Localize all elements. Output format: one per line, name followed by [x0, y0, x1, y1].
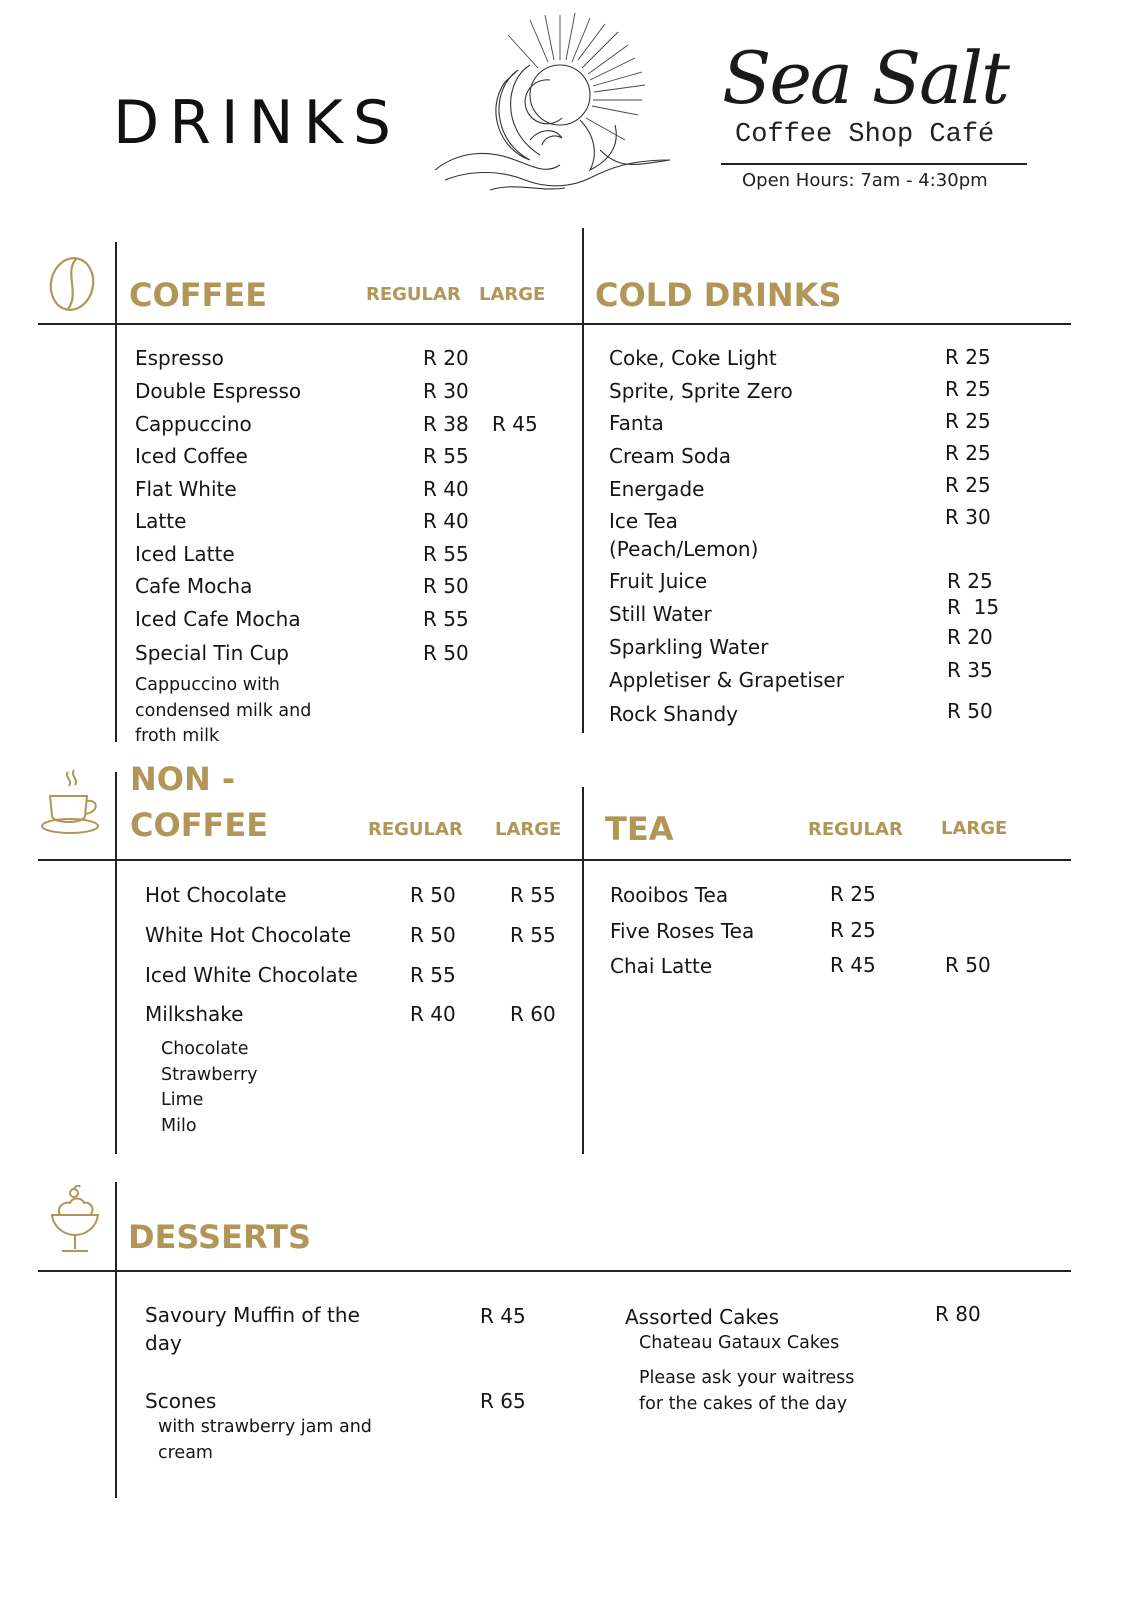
- noncoffee-item-regular-price: R 50: [410, 883, 456, 907]
- coffee-heading: COFFEE: [129, 276, 268, 314]
- cakes-sub: Chateau Gataux Cakes: [639, 1333, 840, 1353]
- noncoffee-item-name: Iced White Chocolate: [145, 963, 358, 987]
- center-rule-top: [582, 228, 584, 733]
- noncoffee-item-regular-price: R 55: [410, 963, 456, 987]
- hot-cup-icon: [40, 768, 106, 840]
- milkshake-flavours: [161, 1037, 258, 1139]
- cold-drink-price: R 50: [947, 699, 993, 723]
- cold-drink-name: Sprite, Sprite Zero: [609, 379, 793, 403]
- tea-col-large: LARGE: [941, 818, 1008, 839]
- flavour-item: Lime: [161, 1090, 204, 1110]
- cold-drink-price: R 25: [945, 409, 991, 433]
- noncoffee-header-rule: [38, 859, 1071, 861]
- coffee-item-name: Cafe Mocha: [135, 574, 253, 598]
- scones-name: Scones: [145, 1389, 217, 1413]
- cakes-note-line: for the cakes of the day: [639, 1393, 848, 1414]
- cakes-name: Assorted Cakes: [625, 1305, 779, 1329]
- tea-item-regular-price: R 25: [830, 918, 876, 942]
- coffee-item-regular-price: R 55: [423, 542, 469, 566]
- coffee-item-regular-price: R 38: [423, 412, 469, 436]
- noncoffee-item-large-price: R 55: [510, 883, 556, 907]
- tea-item-large-price: R 50: [945, 953, 991, 977]
- special-tin-cup-note: [135, 673, 311, 750]
- brand-subtitle: Coffee Shop Café: [735, 120, 995, 150]
- cold-drink-price: R 25: [945, 345, 991, 369]
- desserts-left-rule: [115, 1182, 117, 1498]
- flavour-item: Strawberry: [161, 1064, 258, 1085]
- coffee-header-rule: [38, 323, 1071, 325]
- flavour-item: Milo: [161, 1115, 197, 1136]
- note-line: Cappuccino with: [135, 675, 280, 695]
- coffee-item-name: Cappuccino: [135, 412, 252, 436]
- scones-note-line: with strawberry jam and: [158, 1417, 372, 1437]
- noncoffee-item-name: Hot Chocolate: [145, 883, 287, 907]
- note-line: condensed milk and: [135, 700, 312, 721]
- header-divider: [721, 163, 1027, 165]
- muffin-line: day: [145, 1331, 182, 1355]
- noncoffee-item-regular-price: R 50: [410, 923, 456, 947]
- cold-drink-price: R 15: [947, 595, 1000, 619]
- cold-drink-name: Rock Shandy: [609, 702, 739, 726]
- tea-col-regular: REGULAR: [808, 819, 903, 840]
- cold-drink-name: Appletiser & Grapetiser: [609, 668, 844, 692]
- cold-drink-price: R 25: [945, 441, 991, 465]
- cold-drink-name-line2: (Peach/Lemon): [609, 537, 759, 561]
- scones-note-line: cream: [158, 1442, 213, 1463]
- muffin-line: Savoury Muffin of the: [145, 1303, 360, 1327]
- cold-drink-name: Fanta: [609, 411, 664, 435]
- tea-item-name: Rooibos Tea: [610, 883, 729, 907]
- cold-drink-price: R 20: [947, 625, 993, 649]
- cold-drink-name: Ice Tea: [609, 509, 678, 533]
- noncoffee-item-name: White Hot Chocolate: [145, 923, 352, 947]
- tea-item-name: Five Roses Tea: [610, 919, 755, 943]
- noncoffee-item-regular-price: R 40: [410, 1002, 456, 1026]
- coffee-item-name: Iced Coffee: [135, 444, 248, 468]
- tea-item-regular-price: R 25: [830, 882, 876, 906]
- cakes-note-line: Please ask your waitress: [639, 1368, 855, 1388]
- cakes-note: [639, 1366, 854, 1417]
- cold-drink-name: Energade: [609, 477, 705, 501]
- sun-wave-logo-icon: [430, 10, 680, 200]
- scones-price: R 65: [480, 1389, 526, 1413]
- flavour-item: Chocolate: [161, 1039, 249, 1059]
- coffee-item-regular-price: R 50: [423, 574, 469, 598]
- coffee-item-name: Latte: [135, 509, 187, 533]
- coffee-item-regular-price: R 55: [423, 607, 469, 631]
- center-rule-mid: [582, 787, 584, 1154]
- tea-item-name: Chai Latte: [610, 954, 713, 978]
- coffee-item-regular-price: R 30: [423, 379, 469, 403]
- noncoffee-heading-2: COFFEE: [130, 806, 269, 844]
- coffee-item-name: Espresso: [135, 346, 224, 370]
- noncoffee-item-large-price: R 60: [510, 1002, 556, 1026]
- coffee-item-regular-price: R 20: [423, 346, 469, 370]
- cold-drink-price: R 25: [945, 377, 991, 401]
- tea-item-regular-price: R 45: [830, 953, 876, 977]
- sundae-icon: [46, 1185, 106, 1257]
- cold-drink-name: Coke, Coke Light: [609, 346, 777, 370]
- noncoffee-col-large: LARGE: [495, 819, 562, 840]
- coffee-item-regular-price: R 55: [423, 444, 469, 468]
- coffee-item-name: Flat White: [135, 477, 237, 501]
- coffee-item-regular-price: R 50: [423, 641, 469, 665]
- open-hours: Open Hours: 7am - 4:30pm: [742, 170, 988, 191]
- noncoffee-left-rule: [115, 772, 117, 1154]
- cold-drink-name: Fruit Juice: [609, 569, 708, 593]
- muffin-name: [145, 1302, 360, 1356]
- coffee-item-regular-price: R 40: [423, 477, 469, 501]
- desserts-header-rule: [38, 1270, 1071, 1272]
- coffee-left-rule: [115, 242, 117, 742]
- note-line: froth milk: [135, 726, 220, 746]
- cold-drink-name: Still Water: [609, 602, 712, 626]
- coffee-item-name: Special Tin Cup: [135, 641, 289, 665]
- noncoffee-col-regular: REGULAR: [368, 819, 463, 840]
- scones-note: [158, 1415, 372, 1466]
- cold-drinks-heading: COLD DRINKS: [595, 276, 842, 314]
- cold-drink-price: R 25: [945, 473, 991, 497]
- cold-drink-name: Sparkling Water: [609, 635, 769, 659]
- brand-script-logo: Sea Salt: [722, 36, 1008, 120]
- page-title: DRINKS: [113, 88, 401, 158]
- noncoffee-heading-1: NON -: [130, 760, 236, 798]
- coffee-item-name: Iced Cafe Mocha: [135, 607, 301, 631]
- noncoffee-item-large-price: R 55: [510, 923, 556, 947]
- coffee-col-large: LARGE: [479, 284, 546, 305]
- cakes-price: R 80: [935, 1302, 981, 1326]
- cold-drink-price: R 30: [945, 505, 991, 529]
- coffee-item-name: Double Espresso: [135, 379, 302, 403]
- coffee-bean-icon: [46, 255, 98, 313]
- noncoffee-item-name: Milkshake: [145, 1002, 244, 1026]
- tea-heading: TEA: [605, 810, 674, 848]
- cold-drink-name: Cream Soda: [609, 444, 732, 468]
- coffee-item-name: Iced Latte: [135, 542, 235, 566]
- coffee-col-regular: REGULAR: [366, 284, 461, 305]
- coffee-item-large-price: R 45: [492, 412, 538, 436]
- cold-drink-price: R 25: [947, 569, 993, 593]
- muffin-price: R 45: [480, 1304, 526, 1328]
- cold-drink-price: R 35: [947, 658, 993, 682]
- desserts-heading: DESSERTS: [128, 1218, 312, 1256]
- coffee-item-regular-price: R 40: [423, 509, 469, 533]
